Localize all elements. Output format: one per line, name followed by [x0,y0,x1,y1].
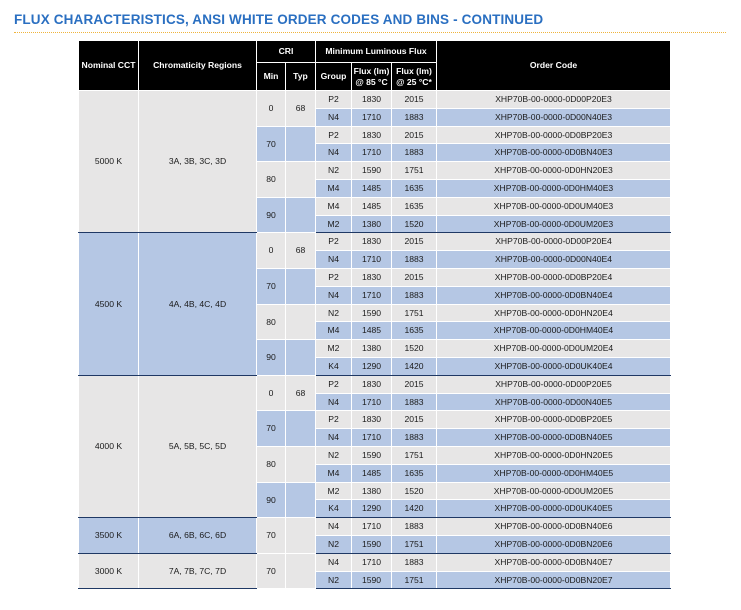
cri-typ-cell [286,411,316,447]
header-nominal-cct: Nominal CCT [79,41,139,91]
order-code-cell: XHP70B-00-0000-0D0UM40E3 [437,197,671,215]
chromaticity-regions-cell: 7A, 7B, 7C, 7D [139,553,257,589]
flux-85c-cell: 1485 [352,197,392,215]
flux-group-cell: N4 [316,108,352,126]
flux-group-cell: N2 [316,446,352,464]
chromaticity-regions-cell: 3A, 3B, 3C, 3D [139,91,257,233]
flux-25c-cell: 1883 [392,144,437,162]
flux-group-cell: M4 [316,464,352,482]
order-code-cell: XHP70B-00-0000-0D0BN40E3 [437,144,671,162]
flux-group-cell: N4 [316,429,352,447]
flux-25c-cell: 2015 [392,233,437,251]
flux-85c-cell: 1710 [352,251,392,269]
cri-typ-cell [286,126,316,162]
order-code-cell: XHP70B-00-0000-0D0BN40E6 [437,518,671,536]
order-code-cell: XHP70B-00-0000-0D0HM40E5 [437,464,671,482]
table-row [79,553,671,571]
cri-min-cell: 0 [257,233,286,269]
nominal-cct-cell: 5000 K [79,91,139,233]
cri-min-cell: 70 [257,268,286,304]
order-code-cell: XHP70B-00-0000-0D00N40E5 [437,393,671,411]
order-code-cell: XHP70B-00-0000-0D0BP20E3 [437,126,671,144]
flux-group-cell: N4 [316,553,352,571]
cri-typ-cell [286,482,316,518]
flux-group-cell: N4 [316,144,352,162]
cri-typ-cell [286,197,316,233]
flux-85c-cell: 1710 [352,553,392,571]
order-code-cell: XHP70B-00-0000-0D0BP20E5 [437,411,671,429]
order-code-cell: XHP70B-00-0000-0D0HM40E3 [437,179,671,197]
flux-85c-cell: 1290 [352,357,392,375]
flux-group-cell: M4 [316,179,352,197]
flux-table [78,40,671,589]
cri-min-cell: 80 [257,162,286,198]
order-code-cell: XHP70B-00-0000-0D0BN20E7 [437,571,671,589]
table-row [79,375,671,393]
flux-group-cell: M2 [316,340,352,358]
flux-25c-cell: 1883 [392,553,437,571]
cri-typ-cell [286,162,316,198]
flux-25c-cell: 1883 [392,393,437,411]
flux-85c-cell: 1830 [352,268,392,286]
flux-group-cell: P2 [316,411,352,429]
order-code-cell: XHP70B-00-0000-0D00N40E3 [437,108,671,126]
order-code-cell: XHP70B-00-0000-0D0HN20E5 [437,446,671,464]
header-cri-min: Min [257,63,286,91]
header-cri-typ: Typ [286,63,316,91]
flux-85c-cell: 1830 [352,91,392,109]
flux-85c-cell: 1710 [352,518,392,536]
flux-25c-cell: 1883 [392,108,437,126]
cri-min-cell: 70 [257,411,286,447]
flux-25c-cell: 2015 [392,268,437,286]
order-code-cell: XHP70B-00-0000-0D0HN20E3 [437,162,671,180]
flux-group-cell: N2 [316,535,352,553]
chromaticity-regions-cell: 4A, 4B, 4C, 4D [139,233,257,375]
flux-group-cell: N4 [316,286,352,304]
table-row [79,233,671,251]
flux-25c-cell: 2015 [392,375,437,393]
page-title: FLUX CHARACTERISTICS, ANSI WHITE ORDER CODES AND BINS - CONTINUED [14,12,544,27]
nominal-cct-cell: 3500 K [79,518,139,554]
cri-min-cell: 70 [257,518,286,554]
flux-group-cell: N2 [316,162,352,180]
flux-85c-cell: 1830 [352,126,392,144]
cri-typ-cell [286,518,316,554]
flux-25c-cell: 1883 [392,518,437,536]
flux-85c-cell: 1590 [352,304,392,322]
flux-25c-cell: 1635 [392,197,437,215]
flux-85c-cell: 1710 [352,393,392,411]
nominal-cct-cell: 3000 K [79,553,139,589]
flux-group-cell: P2 [316,233,352,251]
header-group: Group [316,63,352,91]
table-header [79,41,671,91]
order-code-cell: XHP70B-00-0000-0D0BP20E4 [437,268,671,286]
flux-group-cell: P2 [316,268,352,286]
flux-25c-cell: 2015 [392,411,437,429]
header-chromaticity-regions: Chromaticity Regions [139,41,257,91]
cri-typ-cell [286,304,316,340]
flux-group-cell: N4 [316,518,352,536]
cri-min-cell: 80 [257,304,286,340]
order-code-cell: XHP70B-00-0000-0D0UK40E5 [437,500,671,518]
flux-25c-cell: 1883 [392,251,437,269]
flux-85c-cell: 1485 [352,464,392,482]
flux-85c-cell: 1710 [352,144,392,162]
flux-group-cell: N4 [316,251,352,269]
flux-85c-cell: 1710 [352,286,392,304]
table-row [79,518,671,536]
cri-typ-cell: 68 [286,91,316,127]
flux-25c-cell: 1883 [392,286,437,304]
order-code-cell: XHP70B-00-0000-0D0UK40E4 [437,357,671,375]
cri-min-cell: 90 [257,197,286,233]
cri-min-cell: 70 [257,126,286,162]
cri-typ-cell [286,553,316,589]
flux-25c-cell: 1520 [392,215,437,233]
flux-85c-cell: 1380 [352,215,392,233]
flux-85c-cell: 1710 [352,429,392,447]
flux-group-cell: P2 [316,91,352,109]
flux-25c-cell: 2015 [392,91,437,109]
header-order-code: Order Code [437,41,671,91]
flux-25c-cell: 1635 [392,322,437,340]
cri-typ-cell [286,268,316,304]
table-body [79,91,671,589]
table-row [79,91,671,109]
title-divider [14,32,726,33]
flux-group-cell: M2 [316,215,352,233]
flux-85c-cell: 1380 [352,482,392,500]
flux-25c-cell: 2015 [392,126,437,144]
cri-min-cell: 0 [257,375,286,411]
chromaticity-regions-cell: 5A, 5B, 5C, 5D [139,375,257,517]
header-flux-85c: Flux (lm) @ 85 °C [352,63,392,91]
flux-85c-cell: 1380 [352,340,392,358]
flux-85c-cell: 1485 [352,322,392,340]
flux-group-cell: M2 [316,482,352,500]
flux-25c-cell: 1635 [392,464,437,482]
header-flux-25c: Flux (lm) @ 25 °C* [392,63,437,91]
order-code-cell: XHP70B-00-0000-0D00P20E5 [437,375,671,393]
order-code-cell: XHP70B-00-0000-0D0BN40E4 [437,286,671,304]
flux-group-cell: M4 [316,197,352,215]
flux-85c-cell: 1830 [352,375,392,393]
cri-min-cell: 0 [257,91,286,127]
cri-typ-cell [286,446,316,482]
flux-85c-cell: 1590 [352,571,392,589]
flux-25c-cell: 1751 [392,162,437,180]
flux-25c-cell: 1420 [392,357,437,375]
flux-25c-cell: 1751 [392,304,437,322]
flux-85c-cell: 1290 [352,500,392,518]
order-code-cell: XHP70B-00-0000-0D0HN20E4 [437,304,671,322]
flux-group-cell: K4 [316,357,352,375]
flux-25c-cell: 1520 [392,340,437,358]
flux-group-cell: K4 [316,500,352,518]
flux-group-cell: N4 [316,393,352,411]
flux-85c-cell: 1485 [352,179,392,197]
nominal-cct-cell: 4000 K [79,375,139,517]
flux-85c-cell: 1590 [352,446,392,464]
flux-25c-cell: 1420 [392,500,437,518]
flux-25c-cell: 1883 [392,429,437,447]
cri-min-cell: 90 [257,340,286,376]
chromaticity-regions-cell: 6A, 6B, 6C, 6D [139,518,257,554]
order-code-cell: XHP70B-00-0000-0D00P20E3 [437,91,671,109]
flux-85c-cell: 1590 [352,162,392,180]
order-code-cell: XHP70B-00-0000-0D00N40E4 [437,251,671,269]
flux-85c-cell: 1590 [352,535,392,553]
header-cri: CRI [257,41,316,63]
flux-group-cell: M4 [316,322,352,340]
order-code-cell: XHP70B-00-0000-0D0BN40E5 [437,429,671,447]
flux-85c-cell: 1710 [352,108,392,126]
cri-typ-cell: 68 [286,375,316,411]
flux-group-cell: N2 [316,304,352,322]
cri-min-cell: 90 [257,482,286,518]
flux-25c-cell: 1635 [392,179,437,197]
header-minimum-luminous-flux: Minimum Luminous Flux [316,41,437,63]
flux-25c-cell: 1520 [392,482,437,500]
order-code-cell: XHP70B-00-0000-0D0BN40E7 [437,553,671,571]
cri-typ-cell: 68 [286,233,316,269]
cri-min-cell: 70 [257,553,286,589]
flux-25c-cell: 1751 [392,446,437,464]
flux-25c-cell: 1751 [392,535,437,553]
order-code-cell: XHP70B-00-0000-0D0BN20E6 [437,535,671,553]
order-code-cell: XHP70B-00-0000-0D0HM40E4 [437,322,671,340]
nominal-cct-cell: 4500 K [79,233,139,375]
order-code-cell: XHP70B-00-0000-0D0UM20E5 [437,482,671,500]
flux-group-cell: P2 [316,375,352,393]
cri-typ-cell [286,340,316,376]
flux-25c-cell: 1751 [392,571,437,589]
flux-85c-cell: 1830 [352,411,392,429]
cri-min-cell: 80 [257,446,286,482]
order-code-cell: XHP70B-00-0000-0D0UM20E3 [437,215,671,233]
order-code-cell: XHP70B-00-0000-0D0UM20E4 [437,340,671,358]
flux-85c-cell: 1830 [352,233,392,251]
flux-group-cell: N2 [316,571,352,589]
order-code-cell: XHP70B-00-0000-0D00P20E4 [437,233,671,251]
flux-group-cell: P2 [316,126,352,144]
